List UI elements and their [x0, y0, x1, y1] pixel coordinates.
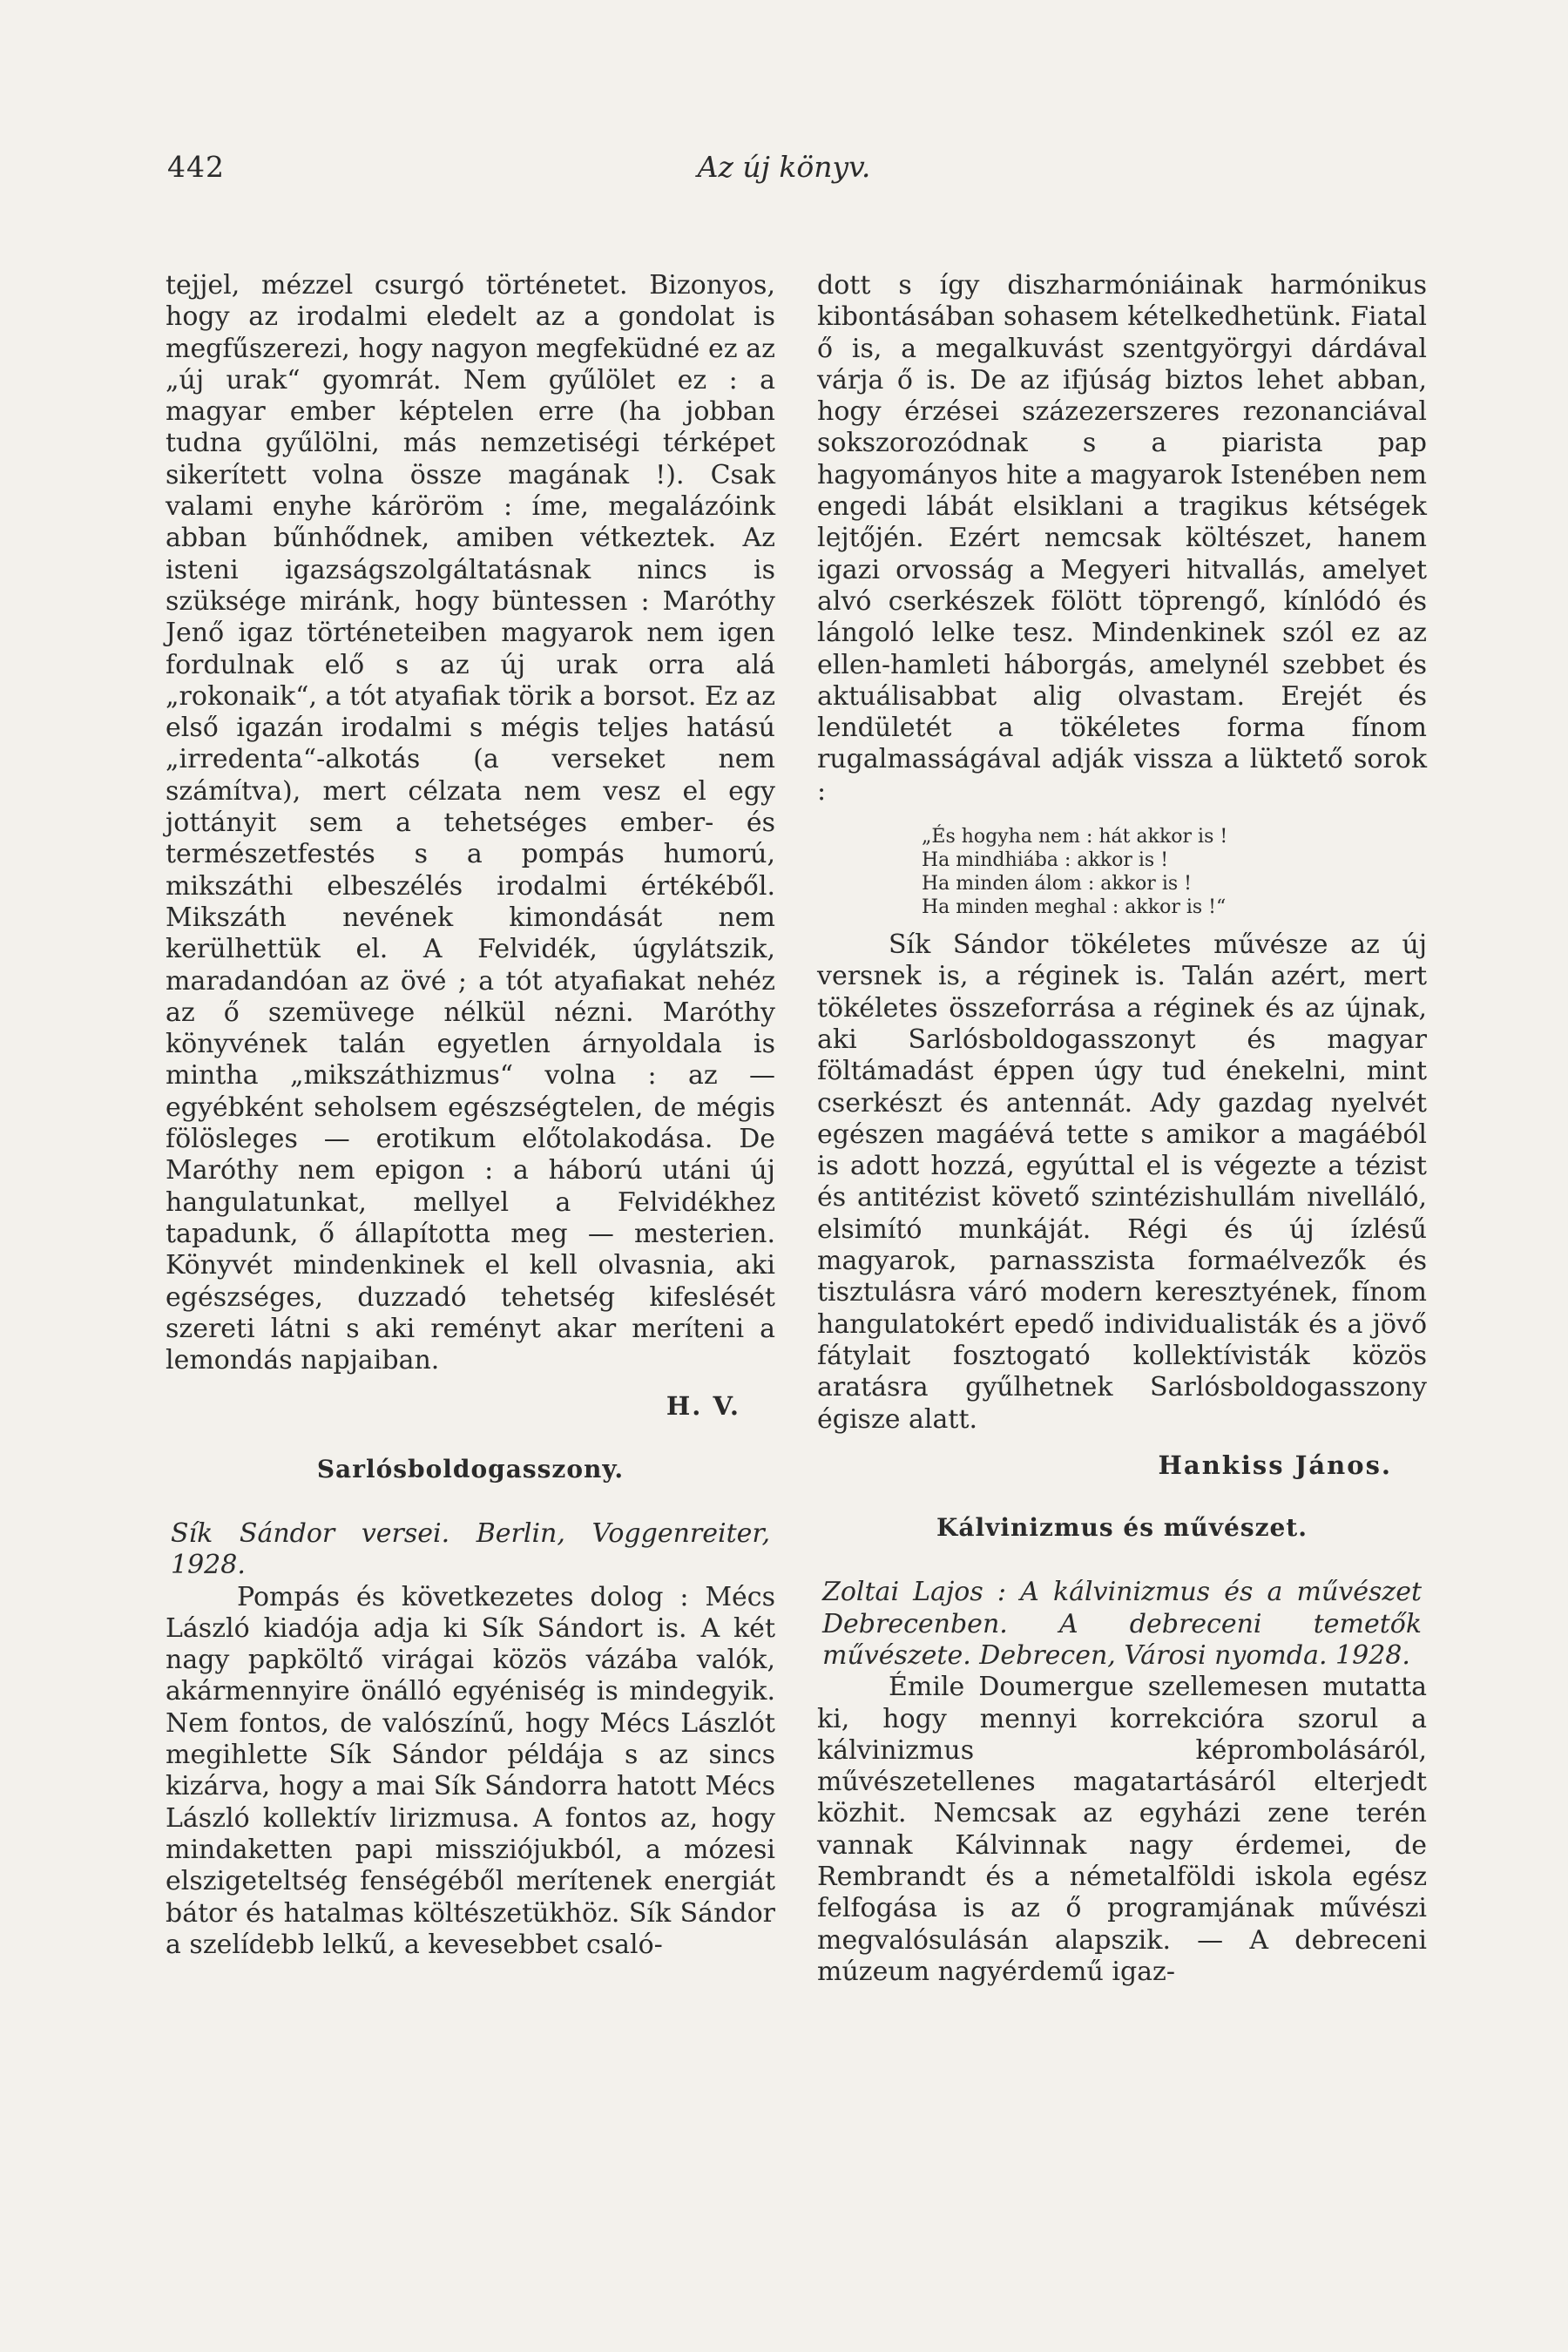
left-column [166, 270, 775, 1961]
review-signature: Hankiss János. [1158, 1450, 1392, 1480]
review-signature: H. V. [666, 1391, 740, 1422]
poem-line: Ha minden meghal : akkor is !“ [922, 896, 1227, 919]
section-title: Sarlósboldogasszony. [316, 1454, 625, 1484]
poem-line: Ha mindhiába : akkor is ! [922, 849, 1169, 872]
review-paragraph: tejjel, mézzel csurgó történetet. Bizonyos, hogy az irodalmi eledelt az a gondolat is megfűszerezi, hogy nagyon megfeküdné ez az „új urak“ gyomrát. Nem gyűlölet ez : a magyar ember képtelen erre (ha jobban tudna gyűlölni, más nemzetiségi térképet sikerített volna össze magának !). Csak valami enyhe káröröm : íme, megalázóink abban bűnhődnek, amiben vétkeztek. Az isteni igazságszolgáltatásnak nincs is szüksége miránk, hogy büntessen : Maróthy Jenő igaz történeteiben magyarok nem igen fordulnak elő s az új urak orra alá „rokonaik“, a tót atyafiak törik a borsot. Ez az első igazán irodalmi s mégis teljes hatású „irredenta“-alkotás (a verseket nem számítva), mert célzata nem vesz el egy jottányit sem a tehetséges ember- és természetfestés s a pompás humorú, mikszáthi elbeszélés irodalmi értékéből. Mikszáth nevének kimondását nem kerülhettük el. A Felvidék, úgylátszik, maradandóan az övé ; a tót atyafiakat nehéz az ő szemüvege nélkül nézni. Maróthy könyvének talán egyetlen árnyoldala is mintha „mikszáthizmus“ volna : az — egyébként seholsem egészségtelen, de mégis fölösleges — erotikum előtolakodása. De Maróthy nem epigon : a háború utáni új hangulatunkat, mellyel a Felvidékhez tapadunk, ő állapította meg — mesterien. Könyvét mindenkinek el kell olvasnia, aki egészséges, duzzadó tehetség kifeslését szereti látni s aki reményt akar meríteni a lemondás napjaiban. [166, 270, 775, 1376]
poem-quote [922, 825, 1427, 919]
review-paragraph: dott s így diszharmóniáinak harmónikus kibontásában sohasem kételkedhetünk. Fiatal ő is, a megalkuvást szentgyörgyi dárdával várja ő is. De az ifjúság biztos lehet abban, hogy érzései százezerszeres rezonanciával sokszorozódnak s a piarista pap hagyományos hite a magyarok Istenében nem engedi lábát elsiklani a tragikus kétségek lejtőjén. Ezért nemcsak költészet, hanem igazi orvosság a Megyeri hitvallás, amelyet alvó cserkészek fölött töprengő, kínlódó és lángoló lelke tesz. Mindenkinek szól ez az ellen-hamleti háborgás, amelynél szebbet és aktuálisabbat alig olvastam. Erejét és lendületét a tökéletes forma fínom rugalmasságával adják vissza a lüktető sorok : [817, 270, 1427, 807]
running-head: Az új könyv. [697, 150, 871, 184]
review-paragraph: Émile Doumergue szellemesen mutatta ki, hogy mennyi korrekcióra szorul a kálvinizmus képrombolásáról, művészetellenes magatartásáról elterjedt közhit. Nemcsak az egyházi zene terén vannak Kálvinnak nagy érdemei, de Rembrandt és a németalföldi iskola egész felfogása is az ő programjának művészi megvalósulásán alapszik. — A debreceni múzeum nagyérdemű igaz- [817, 1672, 1427, 1987]
book-citation: Sík Sándor versei. Berlin, Voggenreiter, 1928. [171, 1517, 770, 1581]
book-citation: Zoltai Lajos : A kálvinizmus és a művészet Debrecenben. A debreceni temetők művészete. Debrecen, Városi nyomda. 1928. [822, 1577, 1422, 1671]
page-number: 442 [167, 150, 225, 184]
section-title: Kálvinizmus és művészet. [936, 1513, 1308, 1543]
poem-line: „És hogyha nem : hát akkor is ! [922, 826, 1228, 848]
right-column [817, 270, 1427, 1988]
poem-line: Ha minden álom : akkor is ! [922, 873, 1192, 896]
review-paragraph: Sík Sándor tökéletes művésze az új versnek is, a réginek is. Talán azért, mert tökéletes összeforrása a réginek és az újnak, aki Sarlósboldogasszonyt és magyar föltámadást éppen úgy tud énekelni, mint cserkészt és antennát. Ady gazdag nyelvét egészen magáévá tette s amikor a magáéból is adott hozzá, egyúttal el is végezte a tézist és antitézist követő szintézishullám nivelláló, elsimító munkáját. Régi és új ízlésű magyarok, parnasszista formaélvezők és tisztulásra váró modern keresztyének, fínom hangulatokért epedő individualisták és a jövő fátylait fosztogató kollektívisták közös aratásra gyűlhetnek Sarlósboldogasszony égisze alatt. [817, 929, 1427, 1435]
review-paragraph: Pompás és következetes dolog : Mécs László kiadója adja ki Sík Sándort is. A két nagy papköltő virágai közös vázába valók, akármennyire önálló egyéniség is mindegyik. Nem fontos, de valószínű, hogy Mécs Lászlót megihlette Sík Sándor példája s az sincs kizárva, hogy a mai Sík Sándorra hatott Mécs László kollektív lirizmusa. A fontos az, hogy mindaketten papi missziójukból, a mózesi elszigeteltség fenségéből merítenek energiát bátor és hatalmas költészetükhöz. Sík Sándor a szelídebb lelkű, a kevesebbet csaló- [166, 1581, 775, 1960]
